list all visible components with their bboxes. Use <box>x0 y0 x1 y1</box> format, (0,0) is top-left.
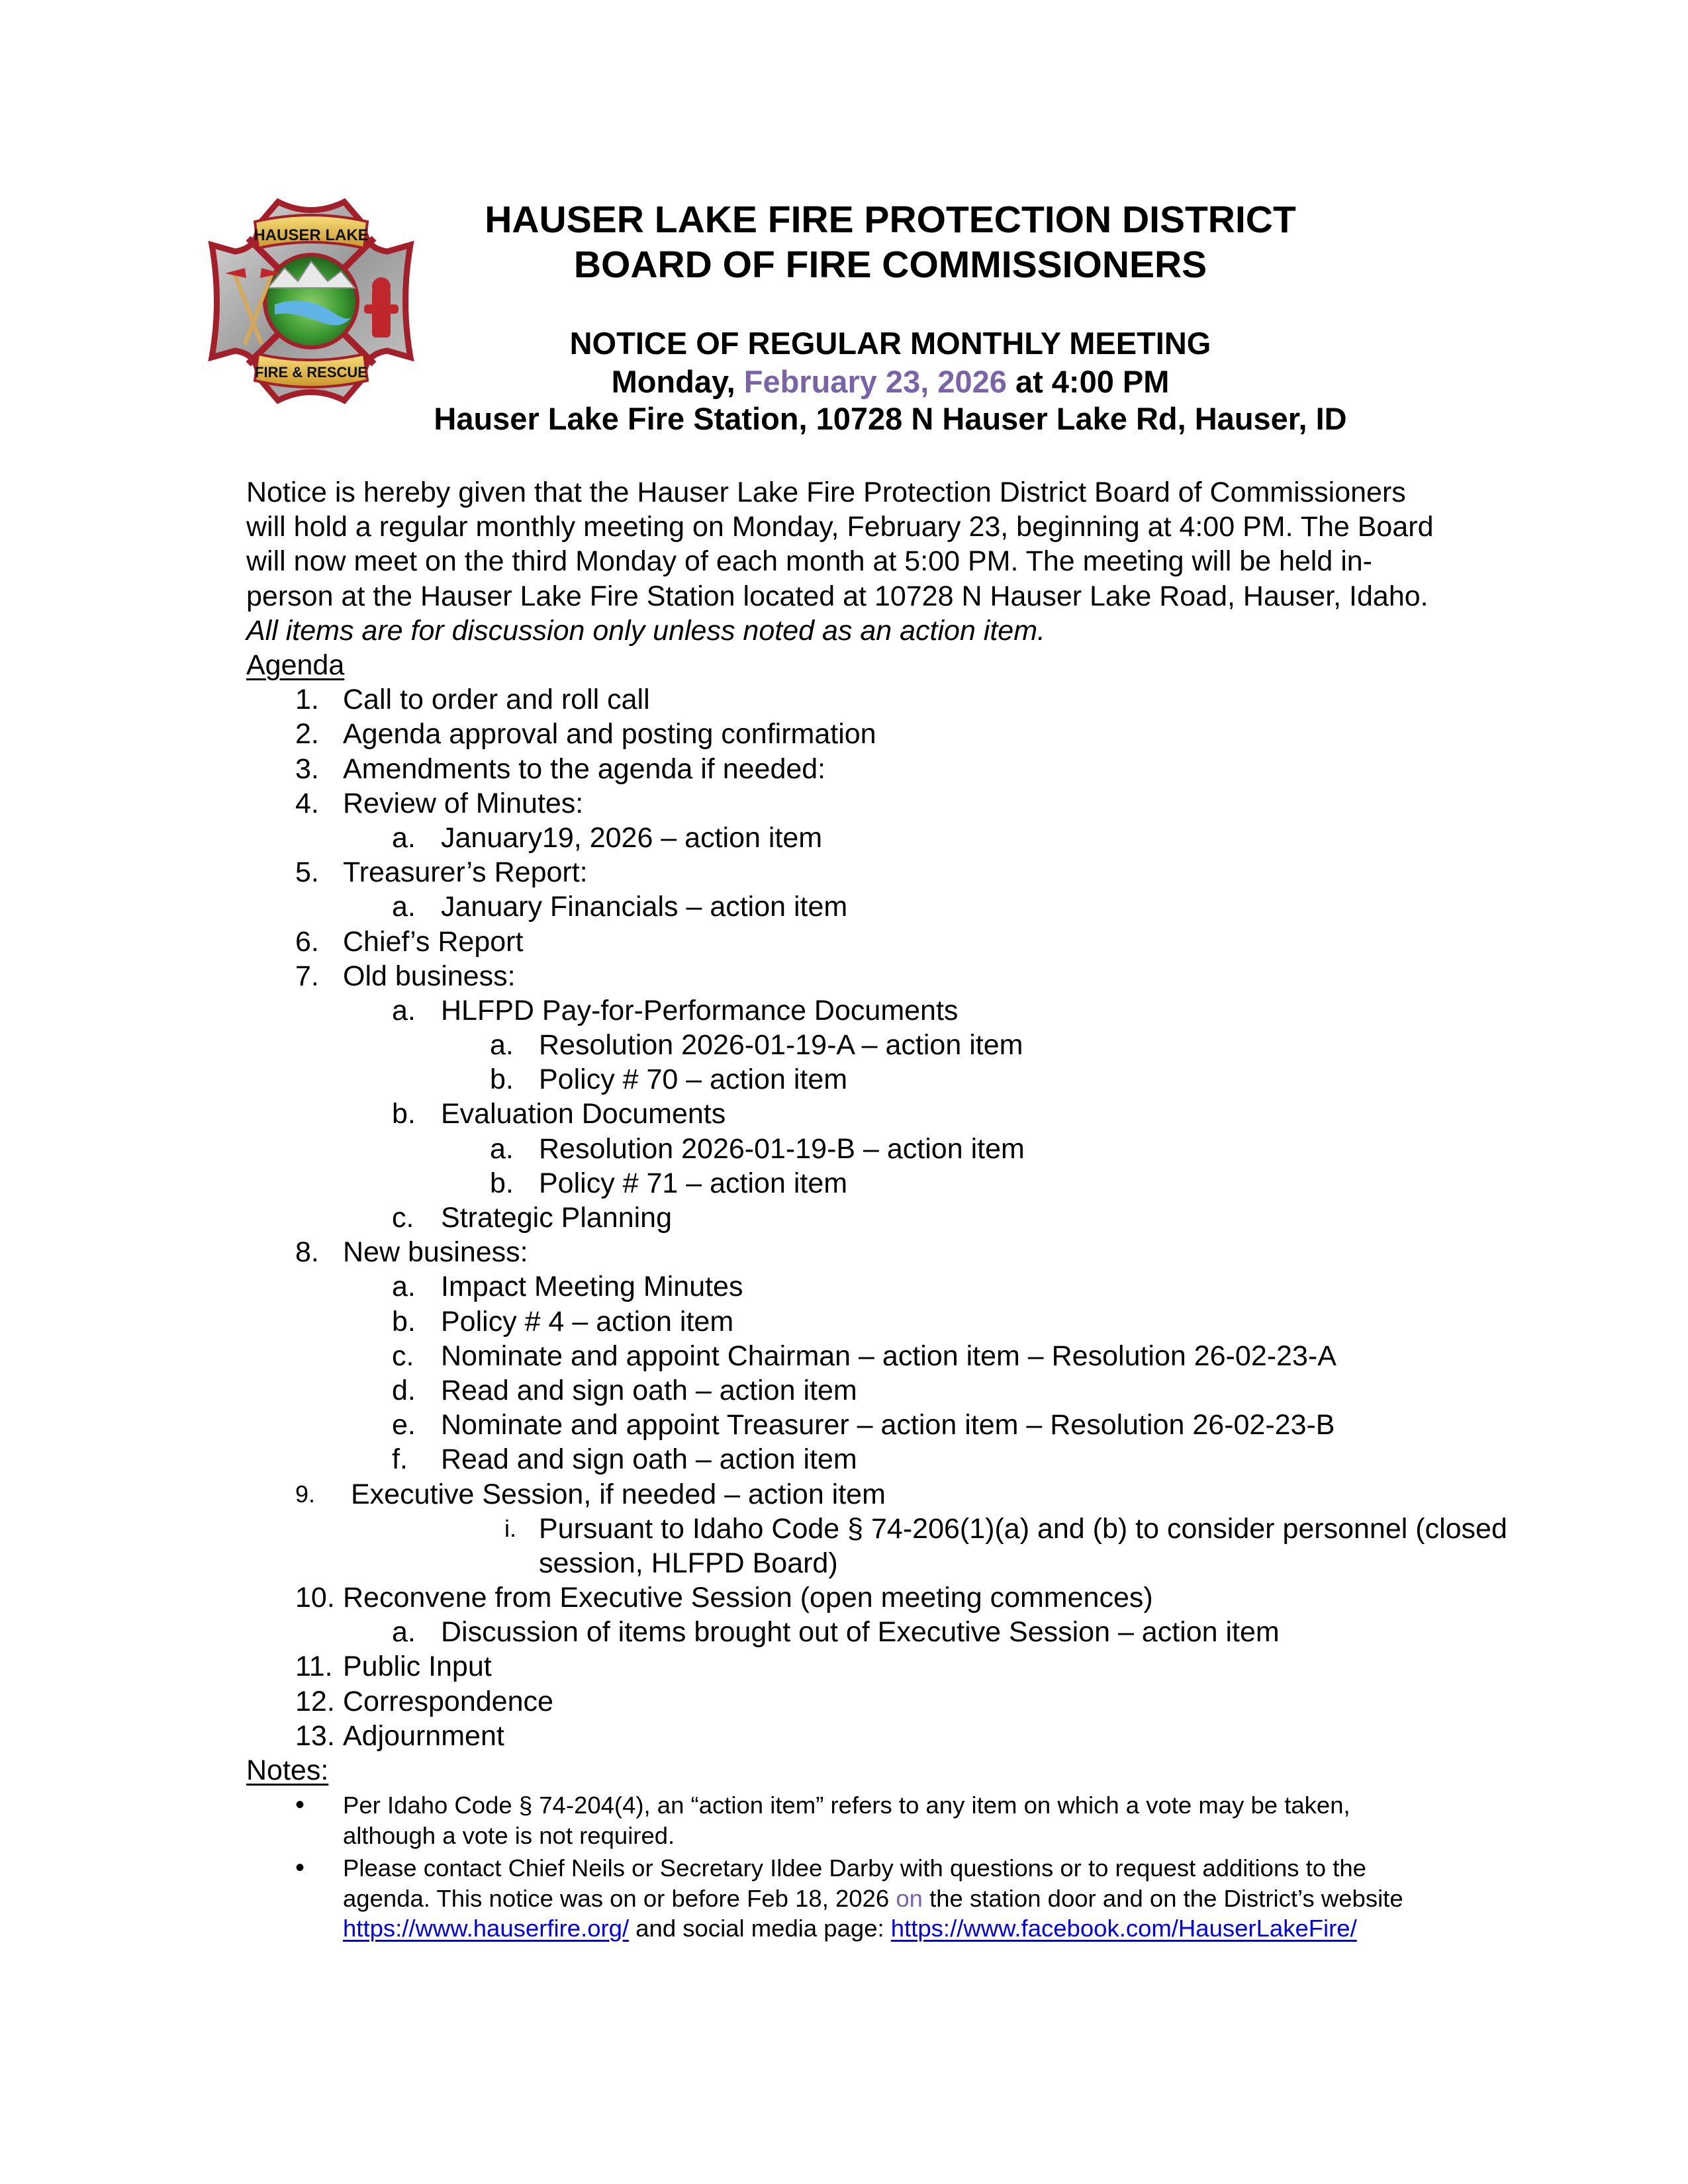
item-text: Amendments to the agenda if needed: <box>343 752 826 785</box>
item-text: Call to order and roll call <box>343 684 650 716</box>
item-number: 9. <box>295 1480 316 1508</box>
note-text-part: agenda. This notice was on or before Feb 18, 2026 <box>343 1884 896 1912</box>
item-number: 3. <box>295 752 319 785</box>
agenda-subitem <box>246 1442 1544 1477</box>
agenda-subitem <box>246 1408 1544 1442</box>
item-number: 13. <box>295 1719 335 1752</box>
item-number: 10. <box>295 1582 335 1614</box>
item-text: Executive Session, if needed – action item <box>351 1478 886 1510</box>
subitem-text: Discussion of items brought out of Executive Session – action item <box>441 1616 1280 1649</box>
agenda-heading-row <box>246 648 1544 682</box>
meeting-location: Hauser Lake Fire Station, 10728 N Hauser Lake Rd, Hauser, ID <box>434 401 1347 436</box>
agenda-subitem <box>246 1339 1544 1373</box>
note-item <box>246 1790 1544 1850</box>
district-title: HAUSER LAKE FIRE PROTECTION DISTRICT <box>485 199 1296 241</box>
agenda-subitem <box>246 1201 1544 1235</box>
agenda-item <box>246 1235 1544 1269</box>
agenda-subsubitem <box>246 1166 1544 1201</box>
bullet-icon: • <box>295 1790 305 1820</box>
meeting-date: February 23, 2026 <box>743 364 1007 399</box>
logo-bottom-banner: FIRE & RESCUE <box>255 364 367 381</box>
intro-line: Notice is hereby given that the Hauser Lake Fire Protection District Board of Commissioners <box>246 477 1406 508</box>
agenda-item <box>246 1477 1544 1512</box>
subitem-text: Evaluation Documents <box>441 1098 726 1130</box>
agenda-subitem <box>246 821 1544 855</box>
subitem-roman: i. <box>504 1514 516 1542</box>
subsubitem-letter: a. <box>490 1132 514 1165</box>
action-item-note: All items are for discussion only unless noted as an action item. <box>246 614 1045 647</box>
subitem-letter: c. <box>392 1340 414 1372</box>
note-highlight: on <box>896 1884 923 1912</box>
agenda-item <box>246 855 1544 889</box>
agenda-subsubitem <box>246 1062 1544 1097</box>
meeting-time: at 4:00 PM <box>1006 364 1170 399</box>
note-links <box>343 1913 1544 1944</box>
item-number: 5. <box>295 856 319 889</box>
agenda-item <box>246 1684 1544 1719</box>
item-number: 2. <box>295 718 319 751</box>
item-number: 8. <box>295 1236 319 1269</box>
agenda-heading: Agenda <box>246 649 345 682</box>
item-text: Review of Minutes: <box>343 787 584 819</box>
notice-title: NOTICE OF REGULAR MONTHLY MEETING <box>569 326 1211 361</box>
agenda-subitem <box>246 1097 1544 1131</box>
subitem-letter: a. <box>392 994 416 1026</box>
agenda-item <box>246 1649 1544 1684</box>
item-text: Public Input <box>343 1651 492 1683</box>
agenda-subsubitem <box>246 1028 1544 1062</box>
notice-body <box>246 475 1544 1945</box>
subsubitem-text: Resolution 2026-01-19-B – action item <box>539 1132 1025 1165</box>
note-text: Per Idaho Code § 74-204(4), an “action item” refers to any item on which a vote may be taken, <box>343 1792 1350 1819</box>
agenda-item <box>246 1580 1544 1615</box>
item-text: Correspondence <box>343 1685 553 1717</box>
subitem-text: Policy # 4 – action item <box>441 1305 734 1338</box>
item-text: Agenda approval and posting confirmation <box>343 718 876 751</box>
item-text: Reconvene from Executive Session (open meeting commences) <box>343 1582 1153 1614</box>
item-number: 7. <box>295 960 319 992</box>
note-text-part: the station door and on the District’s website <box>922 1884 1403 1912</box>
subsubitem-text: Policy # 71 – action item <box>539 1167 848 1199</box>
subitem-text: January Financials – action item <box>441 891 848 923</box>
subitem-letter: a. <box>392 1271 416 1303</box>
agenda-item <box>246 717 1544 751</box>
item-text: Chief’s Report <box>343 925 524 958</box>
item-number: 12. <box>295 1685 335 1717</box>
subsubitem-letter: b. <box>490 1064 514 1096</box>
subitem-text: HLFPD Pay-for-Performance Documents <box>441 994 959 1026</box>
item-number: 4. <box>295 787 319 819</box>
agenda-item <box>246 1719 1544 1753</box>
subsubitem-letter: a. <box>490 1029 514 1062</box>
intro-paragraph <box>246 475 1544 648</box>
agenda-subitem <box>246 1373 1544 1408</box>
agenda-subitem <box>246 1304 1544 1339</box>
board-title: BOARD OF FIRE COMMISSIONERS <box>573 244 1207 286</box>
agenda-item <box>246 786 1544 821</box>
note-item <box>246 1853 1544 1944</box>
website-link[interactable]: https://www.hauserfire.org/ <box>343 1915 630 1942</box>
intro-line: will hold a regular monthly meeting on Monday, February 23, beginning at 4:00 PM. The Board <box>246 511 1434 543</box>
subitem-letter: a. <box>392 1616 416 1649</box>
item-text: Old business: <box>343 960 516 992</box>
subsubitem-letter: b. <box>490 1167 514 1199</box>
subitem-text: Nominate and appoint Chairman – action item – Resolution 26-02-23-A <box>441 1340 1336 1372</box>
agenda-item <box>246 925 1544 959</box>
subitem-letter: a. <box>392 891 416 923</box>
subitem-text: Nominate and appoint Treasurer – action item – Resolution 26-02-23-B <box>441 1409 1335 1441</box>
item-number: 1. <box>295 684 319 716</box>
subitem-text: Pursuant to Idaho Code § 74-206(1)(a) and (b) to consider personnel (closed <box>539 1512 1507 1545</box>
agenda-subitem <box>246 1269 1544 1304</box>
agenda-subitem-roman-cont <box>246 1546 1544 1580</box>
subitem-letter: f. <box>392 1443 408 1476</box>
subitem-text: January19, 2026 – action item <box>441 821 823 854</box>
fire-department-logo <box>199 189 424 414</box>
subitem-text: Read and sign oath – action item <box>441 1374 857 1406</box>
note-text-part: and social media page: <box>629 1915 891 1942</box>
agenda-subitem <box>246 889 1544 924</box>
subitem-letter: d. <box>392 1374 416 1406</box>
agenda-item <box>246 959 1544 993</box>
item-text: Treasurer’s Report: <box>343 856 588 889</box>
agenda-item <box>246 682 1544 717</box>
subitem-letter: a. <box>392 821 416 854</box>
agenda-subitem-roman <box>246 1512 1544 1546</box>
facebook-link[interactable]: https://www.facebook.com/HauserLakeFire/ <box>890 1915 1357 1942</box>
item-text: Adjournment <box>343 1719 504 1752</box>
agenda-subsubitem <box>246 1132 1544 1166</box>
note-text: although a vote is not required. <box>343 1821 675 1849</box>
subitem-letter: b. <box>392 1098 416 1130</box>
notes-heading-row <box>246 1753 1544 1788</box>
item-number: 11. <box>295 1651 333 1683</box>
date-prefix: Monday, <box>611 364 744 399</box>
subitem-letter: e. <box>392 1409 416 1441</box>
note-text: Please contact Chief Neils or Secretary Ildee Darby with questions or to request additions to the <box>343 1854 1366 1882</box>
subitem-text: Impact Meeting Minutes <box>441 1271 743 1303</box>
subitem-text: Strategic Planning <box>441 1202 672 1234</box>
agenda-subitem <box>246 993 1544 1028</box>
subitem-letter: c. <box>392 1202 414 1234</box>
intro-line: person at the Hauser Lake Fire Station located at 10728 N Hauser Lake Road, Hauser, Idaho. <box>246 580 1429 612</box>
subsubitem-text: Resolution 2026-01-19-A – action item <box>539 1029 1023 1062</box>
bullet-icon: • <box>295 1853 305 1883</box>
intro-line: will now meet on the third Monday of each month at 5:00 PM. The meeting will be held in- <box>246 545 1372 578</box>
logo-top-banner: HAUSER LAKE <box>254 226 369 244</box>
subsubitem-text: Policy # 70 – action item <box>539 1064 848 1096</box>
agenda-item <box>246 752 1544 786</box>
notes-list <box>246 1790 1544 1944</box>
subitem-text: session, HLFPD Board) <box>539 1547 838 1579</box>
notes-heading: Notes: <box>246 1754 329 1787</box>
subitem-text: Read and sign oath – action item <box>441 1443 857 1476</box>
agenda-subitem <box>246 1615 1544 1649</box>
item-number: 6. <box>295 925 319 958</box>
meeting-datetime <box>410 363 1370 401</box>
subitem-letter: b. <box>392 1305 416 1338</box>
note-text <box>343 1884 1544 1914</box>
item-text: New business: <box>343 1236 528 1269</box>
